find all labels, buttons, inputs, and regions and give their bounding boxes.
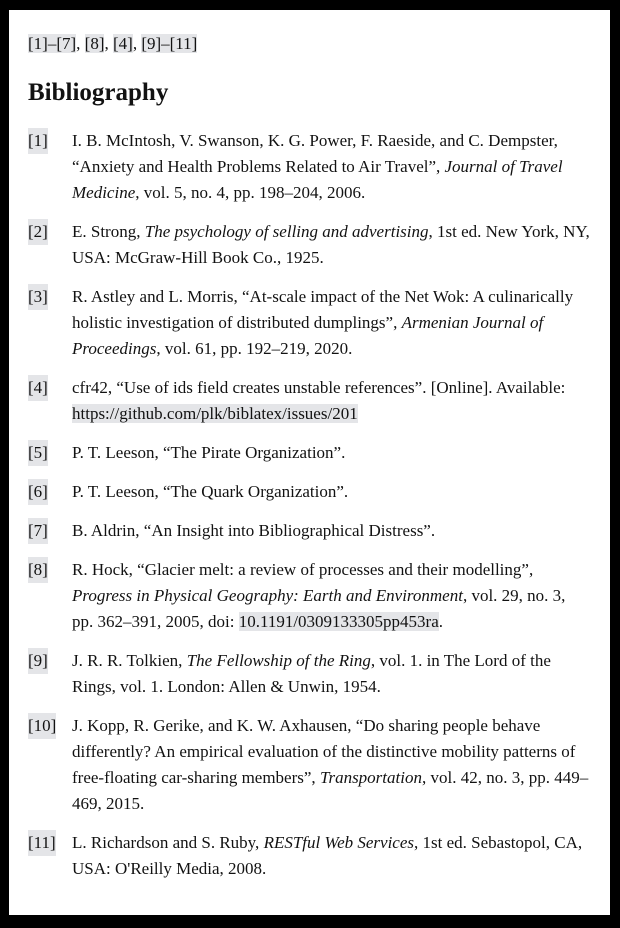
reference-text-run: cfr42, “Use of ids field creates unstable references”. [Online]. Available: (72, 378, 566, 397)
citation-ref[interactable]: [1]–[7] (28, 34, 77, 53)
reference-item (28, 518, 590, 544)
reference-text (72, 440, 590, 466)
reference-item (28, 557, 590, 635)
citation-separator: , (76, 34, 85, 53)
reference-text-run: , vol. 29, no. 3, pp. 362–391, 2005, doi: (72, 586, 566, 631)
reference-text-run: , 1st ed. New York, NY, USA: McGraw-Hill Book Co., 1925. (72, 222, 590, 267)
reference-text (72, 128, 590, 206)
reference-text-run: B. Aldrin, “An Insight into Bibliographical Distress”. (72, 521, 436, 540)
citation-line (28, 33, 590, 55)
reference-text-run: , 1st ed. Sebastopol, CA, USA: O'Reilly Media, 2008. (72, 833, 583, 878)
reference-text (72, 830, 590, 882)
reference-label: [3] (28, 284, 72, 310)
reference-label: [7] (28, 518, 72, 544)
reference-journal-title: The psychology of selling and advertising (144, 222, 429, 241)
reference-item (28, 713, 590, 817)
reference-text-run: . (438, 612, 444, 631)
reference-label: [4] (28, 375, 72, 401)
reference-text (72, 219, 590, 271)
reference-label: [1] (28, 128, 72, 154)
reference-link[interactable]: 10.1191/0309133305pp453ra (238, 612, 439, 631)
reference-text (72, 557, 590, 635)
reference-journal-title: RESTful Web Services (263, 833, 415, 852)
reference-text-run: , vol. 5, no. 4, pp. 198–204, 2006. (135, 183, 366, 202)
reference-text (72, 648, 590, 700)
reference-text (72, 713, 590, 817)
citation-ref[interactable]: [4] (112, 34, 133, 53)
reference-journal-title: Journal of Travel Medicine (72, 157, 563, 202)
reference-text (72, 518, 590, 544)
reference-text-run: P. T. Leeson, “The Quark Organization”. (72, 482, 349, 501)
reference-item (28, 830, 590, 882)
reference-text-run: , vol. 42, no. 3, pp. 449–469, 2015. (72, 768, 589, 813)
reference-item (28, 375, 590, 427)
reference-item (28, 128, 590, 206)
reference-item (28, 284, 590, 362)
reference-label: [9] (28, 648, 72, 674)
citation-separator: , (104, 34, 113, 53)
reference-label: [10] (28, 713, 72, 739)
document-page (9, 10, 610, 915)
reference-text-run: R. Astley and L. Morris, “At-scale impact of the Net Wok: A culinarically holistic investigation of distributed dumplings”, (72, 287, 574, 332)
reference-item (28, 648, 590, 700)
reference-text-run: E. Strong, (72, 222, 145, 241)
citation-ref[interactable]: [8] (84, 34, 105, 53)
reference-text-run: L. Richardson and S. Ruby, (72, 833, 264, 852)
reference-text-run: , vol. 1. in The Lord of the Rings, vol. 1. London: Allen & Unwin, 1954. (72, 651, 551, 696)
reference-text-run: , vol. 61, pp. 192–219, 2020. (156, 339, 353, 358)
reference-label: [8] (28, 557, 72, 583)
reference-label: [11] (28, 830, 72, 856)
reference-text (72, 284, 590, 362)
reference-text (72, 479, 590, 505)
reference-text-run: R. Hock, “Glacier melt: a review of processes and their modelling”, (72, 560, 534, 579)
reference-label: [5] (28, 440, 72, 466)
reference-link[interactable]: https://github.com/plk/biblatex/issues/201 (72, 404, 358, 423)
reference-item (28, 219, 590, 271)
reference-list (28, 128, 590, 882)
reference-label: [2] (28, 219, 72, 245)
reference-journal-title: The Fellowship of the Ring (186, 651, 371, 670)
reference-journal-title: Transportation (319, 768, 422, 787)
citation-ref[interactable]: [9]–[11] (141, 34, 198, 53)
citation-separator: , (132, 34, 142, 53)
bibliography-heading: Bibliography (28, 79, 169, 106)
reference-text (72, 375, 590, 427)
reference-journal-title: Armenian Journal of Proceedings (72, 313, 544, 358)
reference-item (28, 479, 590, 505)
reference-text-run: P. T. Leeson, “The Pirate Organization”. (72, 443, 346, 462)
reference-label: [6] (28, 479, 72, 505)
reference-journal-title: Progress in Physical Geography: Earth and Environment (72, 586, 463, 605)
reference-item (28, 440, 590, 466)
reference-text-run: I. B. McIntosh, V. Swanson, K. G. Power, F. Raeside, and C. Dempster, “Anxiety and Health Problems Related to Air Travel”, (72, 131, 558, 176)
reference-text-run: J. R. R. Tolkien, (72, 651, 187, 670)
reference-text-run: J. Kopp, R. Gerike, and K. W. Axhausen, “Do sharing people behave differently? An empirical evaluation of the distinctive mobility patterns of free-floating car-sharing members”, (72, 716, 576, 787)
